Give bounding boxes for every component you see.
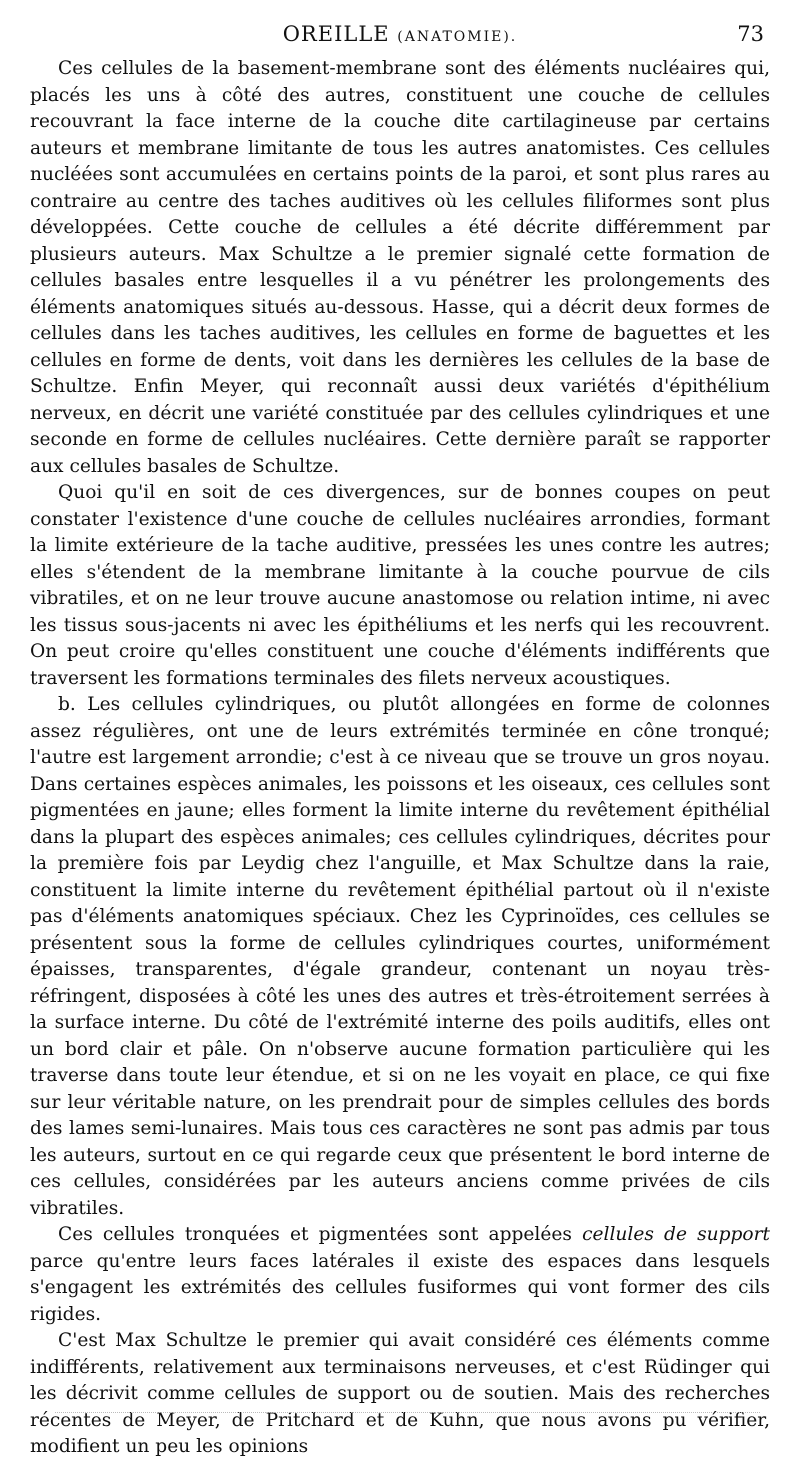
paragraph-support-cells-after: parce qu'entre leurs faces latérales il existe des espaces dans lesquels s'engagent les extrémités des cellules fusiformes qui vont former des cils rigides. — [30, 1250, 770, 1325]
paragraph-max-schultze: C'est Max Schultze le premier qui avait considéré ces éléments comme indifférents, relativement aux terminaisons nerveuses, et c'est Rüdinger qui les décrivit comme cellules de support ou de soutien. Mais des recherches récentes de Meyer, de Pritchard et de Kuhn, que nous avons pu vérifier, modifient un peu les opinions — [30, 1330, 770, 1457]
body-text — [30, 56, 770, 1461]
paragraph-basement-membrane: Ces cellules de la basement-membrane sont des éléments nucléaires qui, placés les uns à côté des autres, constituent une couche de cellules recouvrant la face interne de la couche dite cartilagineuse par certains auteurs et membrane limitante de tous les autres anatomistes. Ces cellules nucléées sont accumulées en certains points de la paroi, et sont plus rares au contraire au centre des taches auditives où les cellules filiformes sont plus développées. Cette couche de cellules a été décrite différemment par plusieurs auteurs. Max Schultze a le premier signalé cette formation de cellules basales entre lesquelles il a vu pénétrer les prolongements des éléments anatomiques situés au-dessous. Hasse, qui a décrit deux formes de cellules dans les taches auditives, les cellules en forme de baguettes et les cellules en forme de dents, voit dans les dernières les cellules de la base de Schultze. Enfin Meyer, qui reconnaît aussi deux variétés d'épithélium nerveux, en décrit une variété constituée par des cellules cylindriques et une seconde en forme de cellules nucléaires. Cette dernière paraît se rapporter aux cellules basales de Schultze. — [30, 58, 770, 477]
running-title — [30, 22, 770, 46]
running-header — [30, 22, 770, 56]
support-cells-term: cellules de support — [582, 1224, 770, 1245]
paragraph-divergences: Quoi qu'il en soit de ces divergences, sur de bonnes coupes on peut constater l'existence d'une couche de cellules nucléaires arrondies, formant la limite extérieure de la tache auditive, pressées les unes contre les autres; elles s'étendent de la membrane limitante à la couche pourvue de cils vibratiles, et on ne leur trouve aucune anastomose ou relation intime, ni avec les tissus sous-jacents ni avec les épithéliums et les nerfs qui les recouvrent. On peut croire qu'elles constituent une couche d'éléments indifférents que traversent les formations terminales des filets nerveux acoustiques. — [30, 482, 770, 689]
page-number: 73 — [737, 22, 764, 46]
running-title-main: OREILLE — [282, 22, 390, 46]
paragraph-support-cells-before: Ces cellules tronquées et pigmentées sont appelées — [58, 1224, 583, 1245]
paragraph-support-cells — [30, 1222, 770, 1328]
footer-dotted-rule — [55, 1412, 760, 1413]
running-title-subtitle: (ANATOMIE). — [397, 29, 518, 45]
book-page — [30, 22, 770, 1461]
paragraph-cylindrical-cells: b. Les cellules cylindriques, ou plutôt allongées en forme de colonnes assez régulières, ont une de leurs extrémités terminée en cône tronqué; l'autre est largement arrondie; c'est à ce niveau que se trouve un gros noyau. Dans certaines espèces animales, les poissons et les oiseaux, ces cellules sont pigmentées en jaune; elles forment la limite interne du revêtement épithélial dans la plupart des espèces animales; ces cellules cylindriques, décrites pour la première fois par Leydig chez l'anguille, et Max Schultze dans la raie, constituent la limite interne du revêtement épithélial partout où il n'existe pas d'éléments anatomiques spéciaux. Chez les Cyprinoïdes, ces cellules se présentent sous la forme de cellules cylindriques courtes, uniformément épaisses, transparentes, d'égale grandeur, contenant un noyau très-réfringent, disposées à côté les unes des autres et très-étroitement serrées à la surface interne. Du côté de l'extrémité interne des poils auditifs, elles ont un bord clair et pâle. On n'observe aucune formation particulière qui les traverse dans toute leur étendue, et si on ne les voyait en place, ce qui fixe sur leur véritable nature, on les prendrait pour de simples cellules des bords des lames semi-lunaires. Mais tous ces caractères ne sont pas admis par tous les auteurs, surtout en ce qui regarde ceux que présentent le bord interne de ces cellules, considérées par les auteurs anciens comme privées de cils vibratiles. — [30, 694, 770, 1219]
